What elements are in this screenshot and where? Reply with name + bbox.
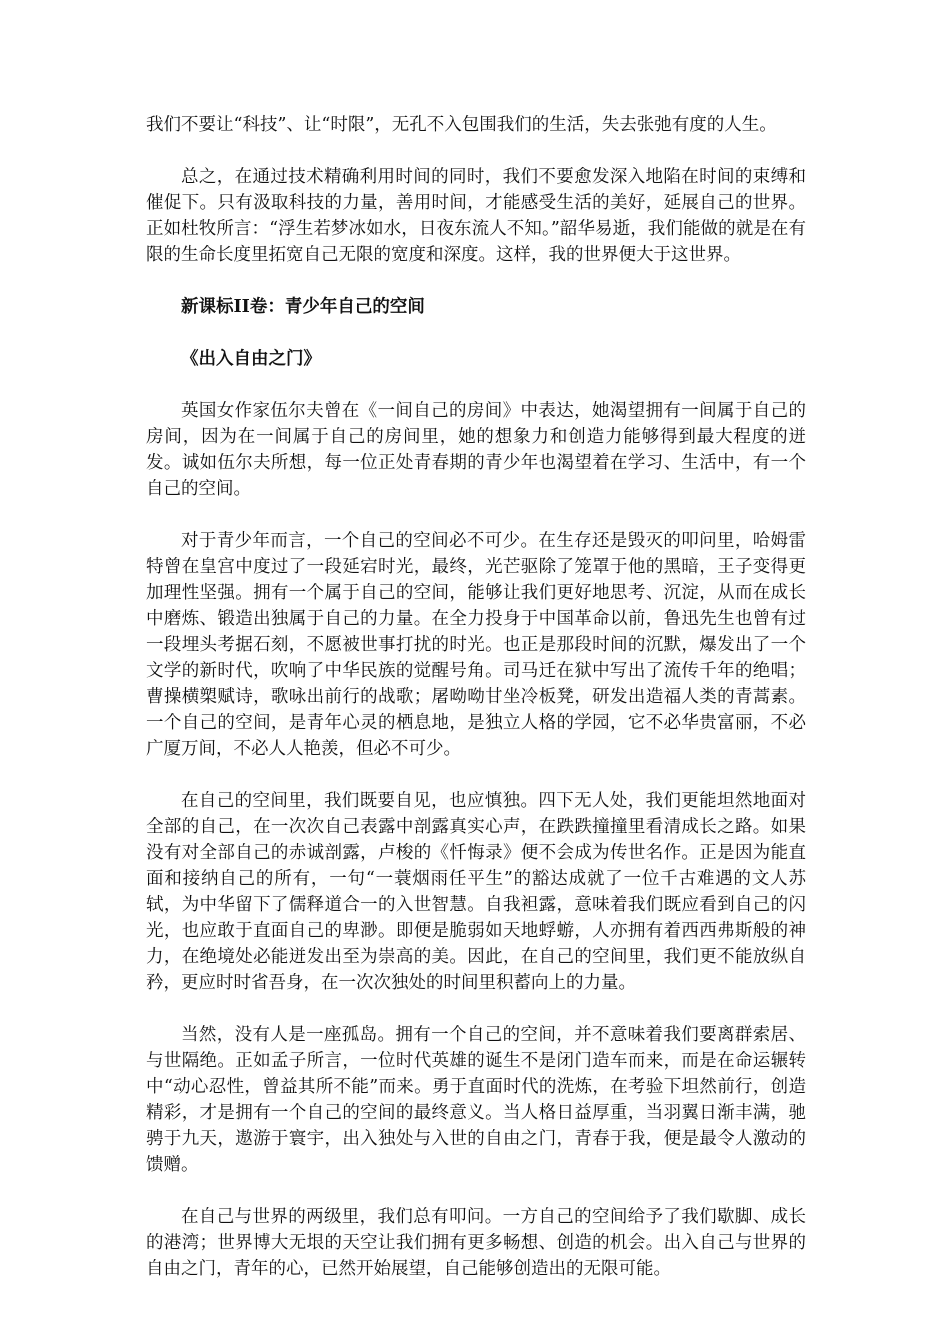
paragraph: 总之，在通过技术精确利用时间的同时，我们不要愈发深入地陷在时间的束缚和催促下。只有汲取科技的力量，善用时间，才能感受生活的美好，延展自己的世界。正如杜牧所言：“浮生若梦冰如水，日夜东流人不知。”韶华易逝，我们能做的就是在有限的生命长度里拓宽自己无限的宽度和深度。这样，我的世界便大于这世界。 bbox=[146, 167, 806, 265]
paragraph: 在自己与世界的两级里，我们总有叩问。一方自己的空间给予了我们歇脚、成长的港湾；世界博大无垠的天空让我们拥有更多畅想、创造的机会。出入自己与世界的自由之门，青年的心，已然开始展望，自己能够创造出的无限可能。 bbox=[146, 1207, 806, 1279]
section-heading: 新课标II卷：青少年自己的空间 bbox=[181, 297, 425, 317]
paragraph: 我们不要让“科技”、让“时限”，无孔不入包围我们的生活，失去张弛有度的人生。 bbox=[146, 115, 777, 135]
paragraph: 对于青少年而言，一个自己的空间必不可少。在生存还是毁灭的叩问里，哈姆雷特曾在皇宫中度过了一段延宕时光，最终，光芒驱除了笼罩于他的黑暗，王子变得更加理性坚强。拥有一个属于自己的空间，能够让我们更好地思考、沉淀，从而在成长中磨炼、锻造出独属于自己的力量。在全力投身于中国革命以前，鲁迅先生也曾有过一段埋头考据石刻，不愿被世事打扰的时光。也正是那段时间的沉默，爆发出了一个文学的新时代，吹响了中华民族的觉醒号角。司马迁在狱中写出了流传千年的绝唱；曹操横槊赋诗，歌咏出前行的战歌；屠呦呦甘坐冷板凳，研发出造福人类的青蒿素。一个自己的空间，是青年心灵的栖息地，是独立人格的学园，它不必华贵富丽，不必广厦万间，不必人人艳羡，但必不可少。 bbox=[146, 531, 806, 759]
document-page bbox=[146, 112, 806, 1308]
paragraph: 在自己的空间里，我们既要自见，也应慎独。四下无人处，我们更能坦然地面对全部的自己，在一次次自己表露中剖露真实心声，在跌跌撞撞里看清成长之路。如果没有对全部自己的赤诚剖露，卢梭的《忏悔录》便不会成为传世名作。正是因为能直面和接纳自己的所有，一句“一蓑烟雨任平生”的豁达成就了一位千古难遇的文人苏轼，为中华留下了儒释道合一的入世智慧。自我袒露，意味着我们既应看到自己的闪光，也应敢于直面自己的卑渺。即便是脆弱如天地蜉蝣，人亦拥有着西西弗斯般的神力，在绝境处必能迸发出至为崇高的美。因此，在自己的空间里，我们更不能放纵自矜，更应时时省吾身，在一次次独处的时间里积蓄向上的力量。 bbox=[146, 791, 806, 993]
paragraph: 当然，没有人是一座孤岛。拥有一个自己的空间，并不意味着我们要离群索居、与世隔绝。正如孟子所言，一位时代英雄的诞生不是闭门造车而来，而是在命运辗转中“动心忍性，曾益其所不能”而来。勇于直面时代的洗炼，在考验下坦然前行，创造精彩，才是拥有一个自己的空间的最终意义。当人格日益厚重，当羽翼日渐丰满，驰骋于九天，遨游于寰宇，出入独处与入世的自由之门，青春于我，便是最令人激动的馈赠。 bbox=[146, 1025, 806, 1175]
essay-title: 《出入自由之门》 bbox=[181, 349, 321, 369]
paragraph: 英国女作家伍尔夫曾在《一间自己的房间》中表达，她渴望拥有一间属于自己的房间，因为在一间属于自己的房间里，她的想象力和创造力能够得到最大程度的迸发。诚如伍尔夫所想，每一位正处青春期的青少年也渴望着在学习、生活中，有一个自己的空间。 bbox=[146, 401, 806, 499]
